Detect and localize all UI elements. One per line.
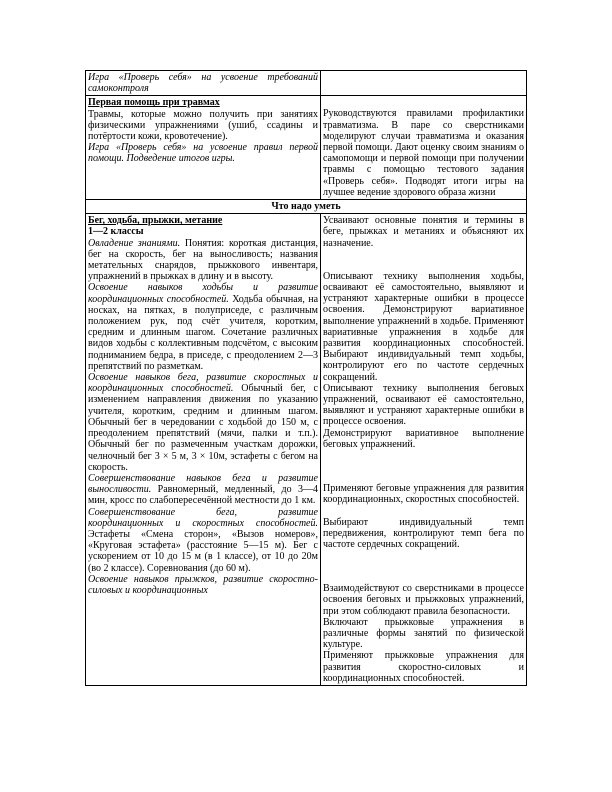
paragraph-text: Ходьба обычная, на носках, на пятках, в полуприседе, с различным положением рук, под счёт учителя, коротким, средним и длинным шагом. Сочетание различных видов ходьбы с коллективным подсчётом, с высоким подниманием бедра, в приседе, с преодолением 2—3 препятствий по разметкам. xyxy=(88,293,319,372)
table-row xyxy=(86,71,527,96)
row2-left-text: Травмы, которые можно получить при занятиях физическими упражнениями (ушиб, ссадины и потёртости кожи, кровотечение). xyxy=(88,108,318,143)
row3-right-cell xyxy=(321,214,527,686)
left-paragraph-2 xyxy=(88,282,318,372)
row1-left-cell xyxy=(86,71,321,96)
paragraph-text: Эстафеты «Смена сторон», «Вызов номеров», «Круговая эстафета» (расстояние 5—15 м). Бег с ускорением от 10 до 15 м (в 1 классе), от 10 до 20м (во 2 классе). Соревнования (до 60 м). xyxy=(88,528,318,574)
italic-lead: Освоение навыков ходьбы и развитие координационных способностей. xyxy=(88,282,318,305)
topic-heading: Бег, ходьба, прыжки, метание xyxy=(88,215,223,227)
right-paragraph-1: Усваивают основные понятия и термины в беге, прыжках и метаниях и объясняют их назначение. xyxy=(323,215,524,249)
spacer xyxy=(323,506,524,517)
paragraph-text: Равномерный, медленный, до 3—4 мин, кросс по слабопересечённой местности до 1 км. xyxy=(88,484,318,507)
row2-left-cell xyxy=(86,96,321,200)
table-row xyxy=(86,200,527,214)
section-heading-first-aid: Первая помощь при травмах xyxy=(88,97,220,109)
section-header-cell xyxy=(86,200,527,214)
right-paragraph-8: Включают прыжковые упражнения в различные формы занятий по физической культуре. xyxy=(323,616,524,651)
right-paragraph-4: Демонстрируют вариативное выполнение беговых упражнений. xyxy=(323,427,524,450)
right-paragraph-2: Описывают технику выполнения ходьбы, осваивают её самостоятельно, выявляют и устраняют характерные ошибки в процессе освоения. Демонстрируют вариативное выполнение упражнений в ходьбе. Применяют вариативные упражнения в ходьбе для развития координационных способностей. Выбирают индивидуальный темп ходьбы, контролируют его по частоте сердечных сокращений. xyxy=(323,270,524,383)
right-paragraph-7: Взаимодействуют со сверстниками в процессе освоения беговых и прыжковых упражнений, при этом соблюдают правила безопасности. xyxy=(323,583,524,617)
left-paragraph-3 xyxy=(88,372,318,473)
italic-lead: Освоение навыков бега, развитие скоростных и координационных способностей. xyxy=(88,372,318,395)
italic-lead: Совершенствование бега, развитие координационных и скоростных способностей. xyxy=(88,506,318,529)
document-page xyxy=(85,70,522,686)
italic-lead: Совершенствование навыков бега и развитие выносливости. xyxy=(88,472,318,496)
spacer xyxy=(323,550,524,572)
row2-right-text: Руководствуются правилами профилактики травматизма. В паре со сверстниками моделируют случаи травматизма и оказания первой помощи. Дают оценку своим знаниям о самопомощи и первой помощи при получении травмы с помощью тестового задания «Проверь себя». Подводят итоги игры на лучшее ведение здорового образа жизни xyxy=(323,108,524,198)
table-row xyxy=(86,214,527,686)
left-paragraph-5 xyxy=(88,507,318,574)
spacer xyxy=(323,249,524,260)
right-paragraph-9: Применяют прыжковые упражнения для развития скоростно-силовых и координационных способностей. xyxy=(323,650,524,684)
row1-right-cell xyxy=(321,71,527,96)
right-paragraph-5: Применяют беговые упражнения для развития координационных, скоростных способностей. xyxy=(323,483,524,506)
spacer xyxy=(323,97,524,108)
section-header: Что надо уметь xyxy=(271,201,341,213)
paragraph-text: Обычный бег, с изменением направления движения по указанию учителя, коротким, средним и длинным шагом. Обычный бег в чередовании с ходьбой до 150 м, с преодолением препятствий (мячи, палки и т.п.). Обычный бег по размеченным участкам дорожки, челночный бег 3 × 5 м, 3 × 10м, эстафеты с бегом на скорость. xyxy=(88,383,318,473)
left-paragraph-4 xyxy=(88,473,318,507)
right-paragraph-6: Выбирают индивидуальный темп передвижения, контролируют темп бега по частоте сердечных сокращений. xyxy=(323,516,524,550)
curriculum-table xyxy=(85,70,527,686)
spacer xyxy=(323,450,524,472)
row3-left-cell xyxy=(86,214,321,686)
italic-lead: Овладение знаниями. xyxy=(88,237,181,249)
paragraph-text: Понятия: короткая дистанция, бег на скорость, бег на выносливость; названия метательных снарядов, прыжкового инвентаря, упражнений в прыжках в длину и в высоту. xyxy=(88,237,318,283)
spacer xyxy=(323,472,524,483)
row2-left-italic: Игра «Проверь себя» на усвоение правил первой помощи. Подведение итогов игры. xyxy=(88,142,318,165)
grade-heading: 1—2 классы xyxy=(88,226,144,238)
row1-left-text: Игра «Проверь себя» на усвоение требований самоконтроля xyxy=(88,72,318,95)
table-row xyxy=(86,96,527,200)
row2-right-cell xyxy=(321,96,527,200)
right-paragraph-3: Описывают технику выполнения беговых упражнений, осваивают её самостоятельно, выявляют и устраняют характерные ошибки в процессе освоения. xyxy=(323,382,524,428)
left-paragraph-6: Освоение навыков прыжков, развитие скоростно-силовых и координационных xyxy=(88,573,318,596)
spacer xyxy=(323,260,524,271)
left-paragraph-1 xyxy=(88,238,318,283)
spacer xyxy=(323,572,524,583)
